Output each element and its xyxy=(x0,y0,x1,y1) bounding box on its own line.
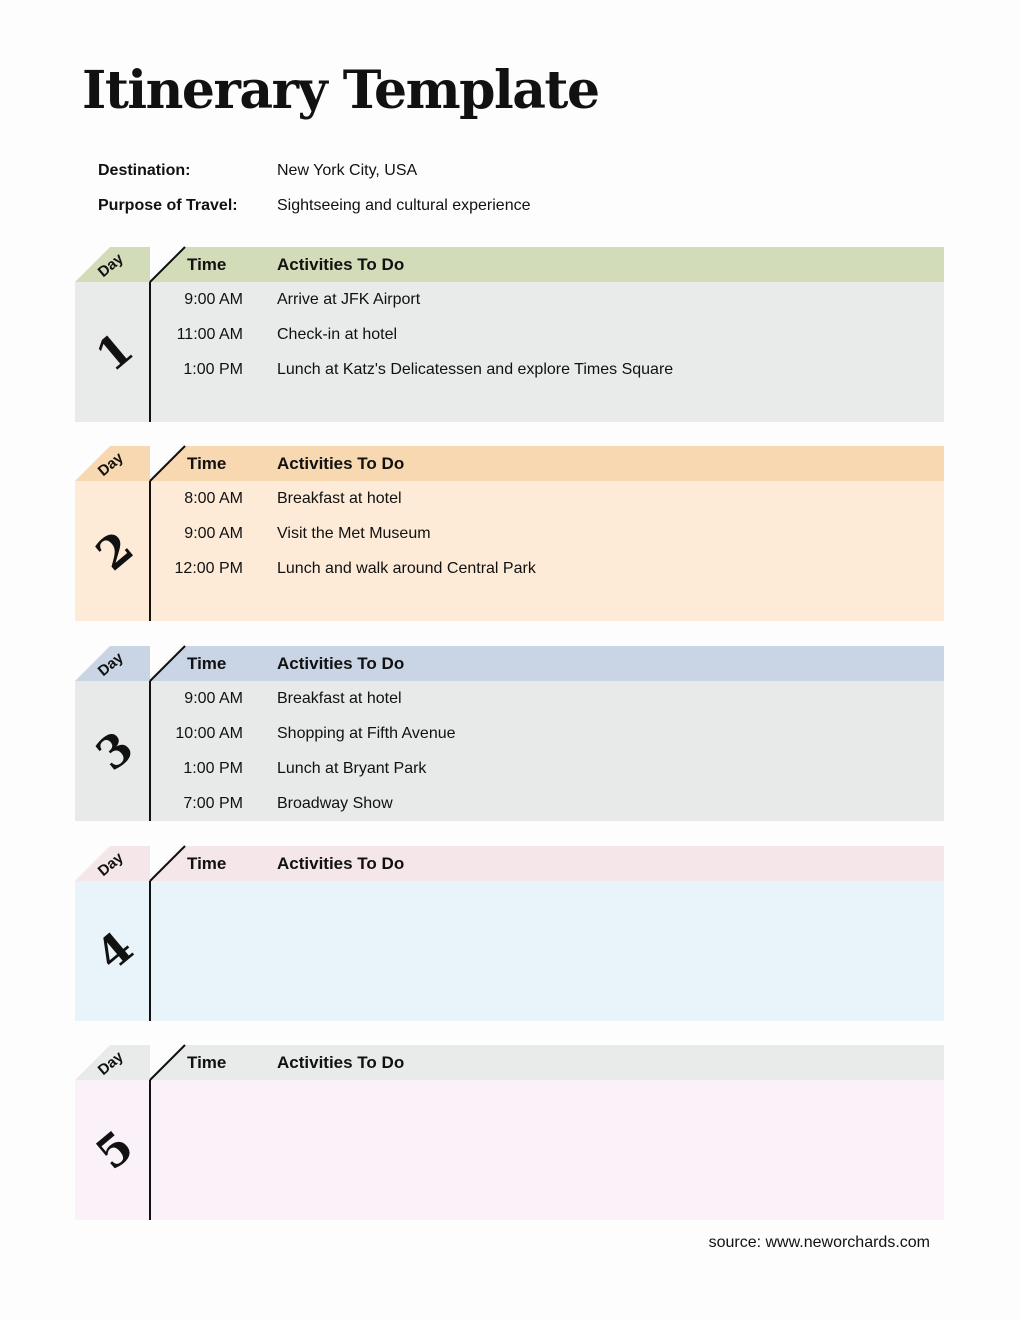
row-time: 12:00 PM xyxy=(174,560,243,577)
day-label: Day xyxy=(94,250,127,281)
itinerary-row xyxy=(75,586,944,621)
destination-value: New York City, USA xyxy=(277,162,418,179)
day-label: Day xyxy=(94,449,127,480)
itinerary-row xyxy=(75,516,944,551)
itinerary-row xyxy=(75,716,944,751)
itinerary-row xyxy=(75,1185,944,1220)
destination-label: Destination: xyxy=(98,162,191,179)
day-1-section xyxy=(75,247,944,422)
day-label: Day xyxy=(94,849,127,880)
day-number: 5 xyxy=(86,1121,144,1180)
itinerary-row xyxy=(75,387,944,422)
itinerary-row xyxy=(75,951,944,986)
row-activity: Lunch at Katz's Delicatessen and explore Times Square xyxy=(277,361,674,378)
itinerary-row xyxy=(75,916,944,951)
row-time: 1:00 PM xyxy=(183,361,243,378)
time-column-header: Time xyxy=(187,1053,227,1072)
row-activity: Shopping at Fifth Avenue xyxy=(277,725,456,742)
row-activity: Lunch and walk around Central Park xyxy=(277,560,536,577)
row-activity: Breakfast at hotel xyxy=(277,690,402,707)
activities-column-header: Activities To Do xyxy=(277,854,405,873)
day-number: 1 xyxy=(86,323,144,382)
day-2-section xyxy=(75,446,944,621)
source-credit: source: www.neworchards.com xyxy=(708,1234,930,1251)
day-3-section xyxy=(75,646,944,821)
day-number: 4 xyxy=(86,922,144,981)
time-column-header: Time xyxy=(187,854,227,873)
time-column-header: Time xyxy=(187,454,227,473)
itinerary-row xyxy=(75,481,944,516)
row-activity: Check-in at hotel xyxy=(277,326,398,343)
itinerary-row xyxy=(75,1150,944,1185)
itinerary-row xyxy=(75,681,944,716)
row-time: 8:00 AM xyxy=(184,490,243,507)
activities-column-header: Activities To Do xyxy=(277,654,405,673)
page-title: Itinerary Template xyxy=(82,60,599,121)
row-activity: Arrive at JFK Airport xyxy=(277,291,421,308)
activities-column-header: Activities To Do xyxy=(277,255,405,274)
itinerary-row xyxy=(75,551,944,586)
row-activity: Breakfast at hotel xyxy=(277,490,402,507)
row-time: 1:00 PM xyxy=(183,760,243,777)
row-time: 10:00 AM xyxy=(175,725,243,742)
row-activity: Lunch at Bryant Park xyxy=(277,760,427,777)
row-activity: Visit the Met Museum xyxy=(277,525,431,542)
day-number: 2 xyxy=(86,522,144,581)
purpose-label: Purpose of Travel: xyxy=(98,197,238,214)
itinerary-row xyxy=(75,282,944,317)
row-time: 9:00 AM xyxy=(184,525,243,542)
day-label: Day xyxy=(94,1048,127,1079)
itinerary-row xyxy=(75,1080,944,1115)
itinerary-row xyxy=(75,317,944,352)
row-time: 7:00 PM xyxy=(183,795,243,812)
row-time: 9:00 AM xyxy=(184,690,243,707)
day-5-section xyxy=(75,1045,944,1220)
itinerary-row xyxy=(75,786,944,821)
time-column-header: Time xyxy=(187,255,227,274)
activities-column-header: Activities To Do xyxy=(277,1053,405,1072)
activities-column-header: Activities To Do xyxy=(277,454,405,473)
itinerary-row xyxy=(75,986,944,1021)
row-time: 11:00 AM xyxy=(176,326,243,343)
itinerary-row xyxy=(75,1115,944,1150)
itinerary-row xyxy=(75,751,944,786)
day-number: 3 xyxy=(86,722,144,781)
day-label: Day xyxy=(94,649,127,680)
itinerary-row xyxy=(75,352,944,387)
itinerary-row xyxy=(75,881,944,916)
day-4-section xyxy=(75,846,944,1021)
purpose-value: Sightseeing and cultural experience xyxy=(277,197,531,214)
row-activity: Broadway Show xyxy=(277,795,393,812)
row-time: 9:00 AM xyxy=(184,291,243,308)
time-column-header: Time xyxy=(187,654,227,673)
